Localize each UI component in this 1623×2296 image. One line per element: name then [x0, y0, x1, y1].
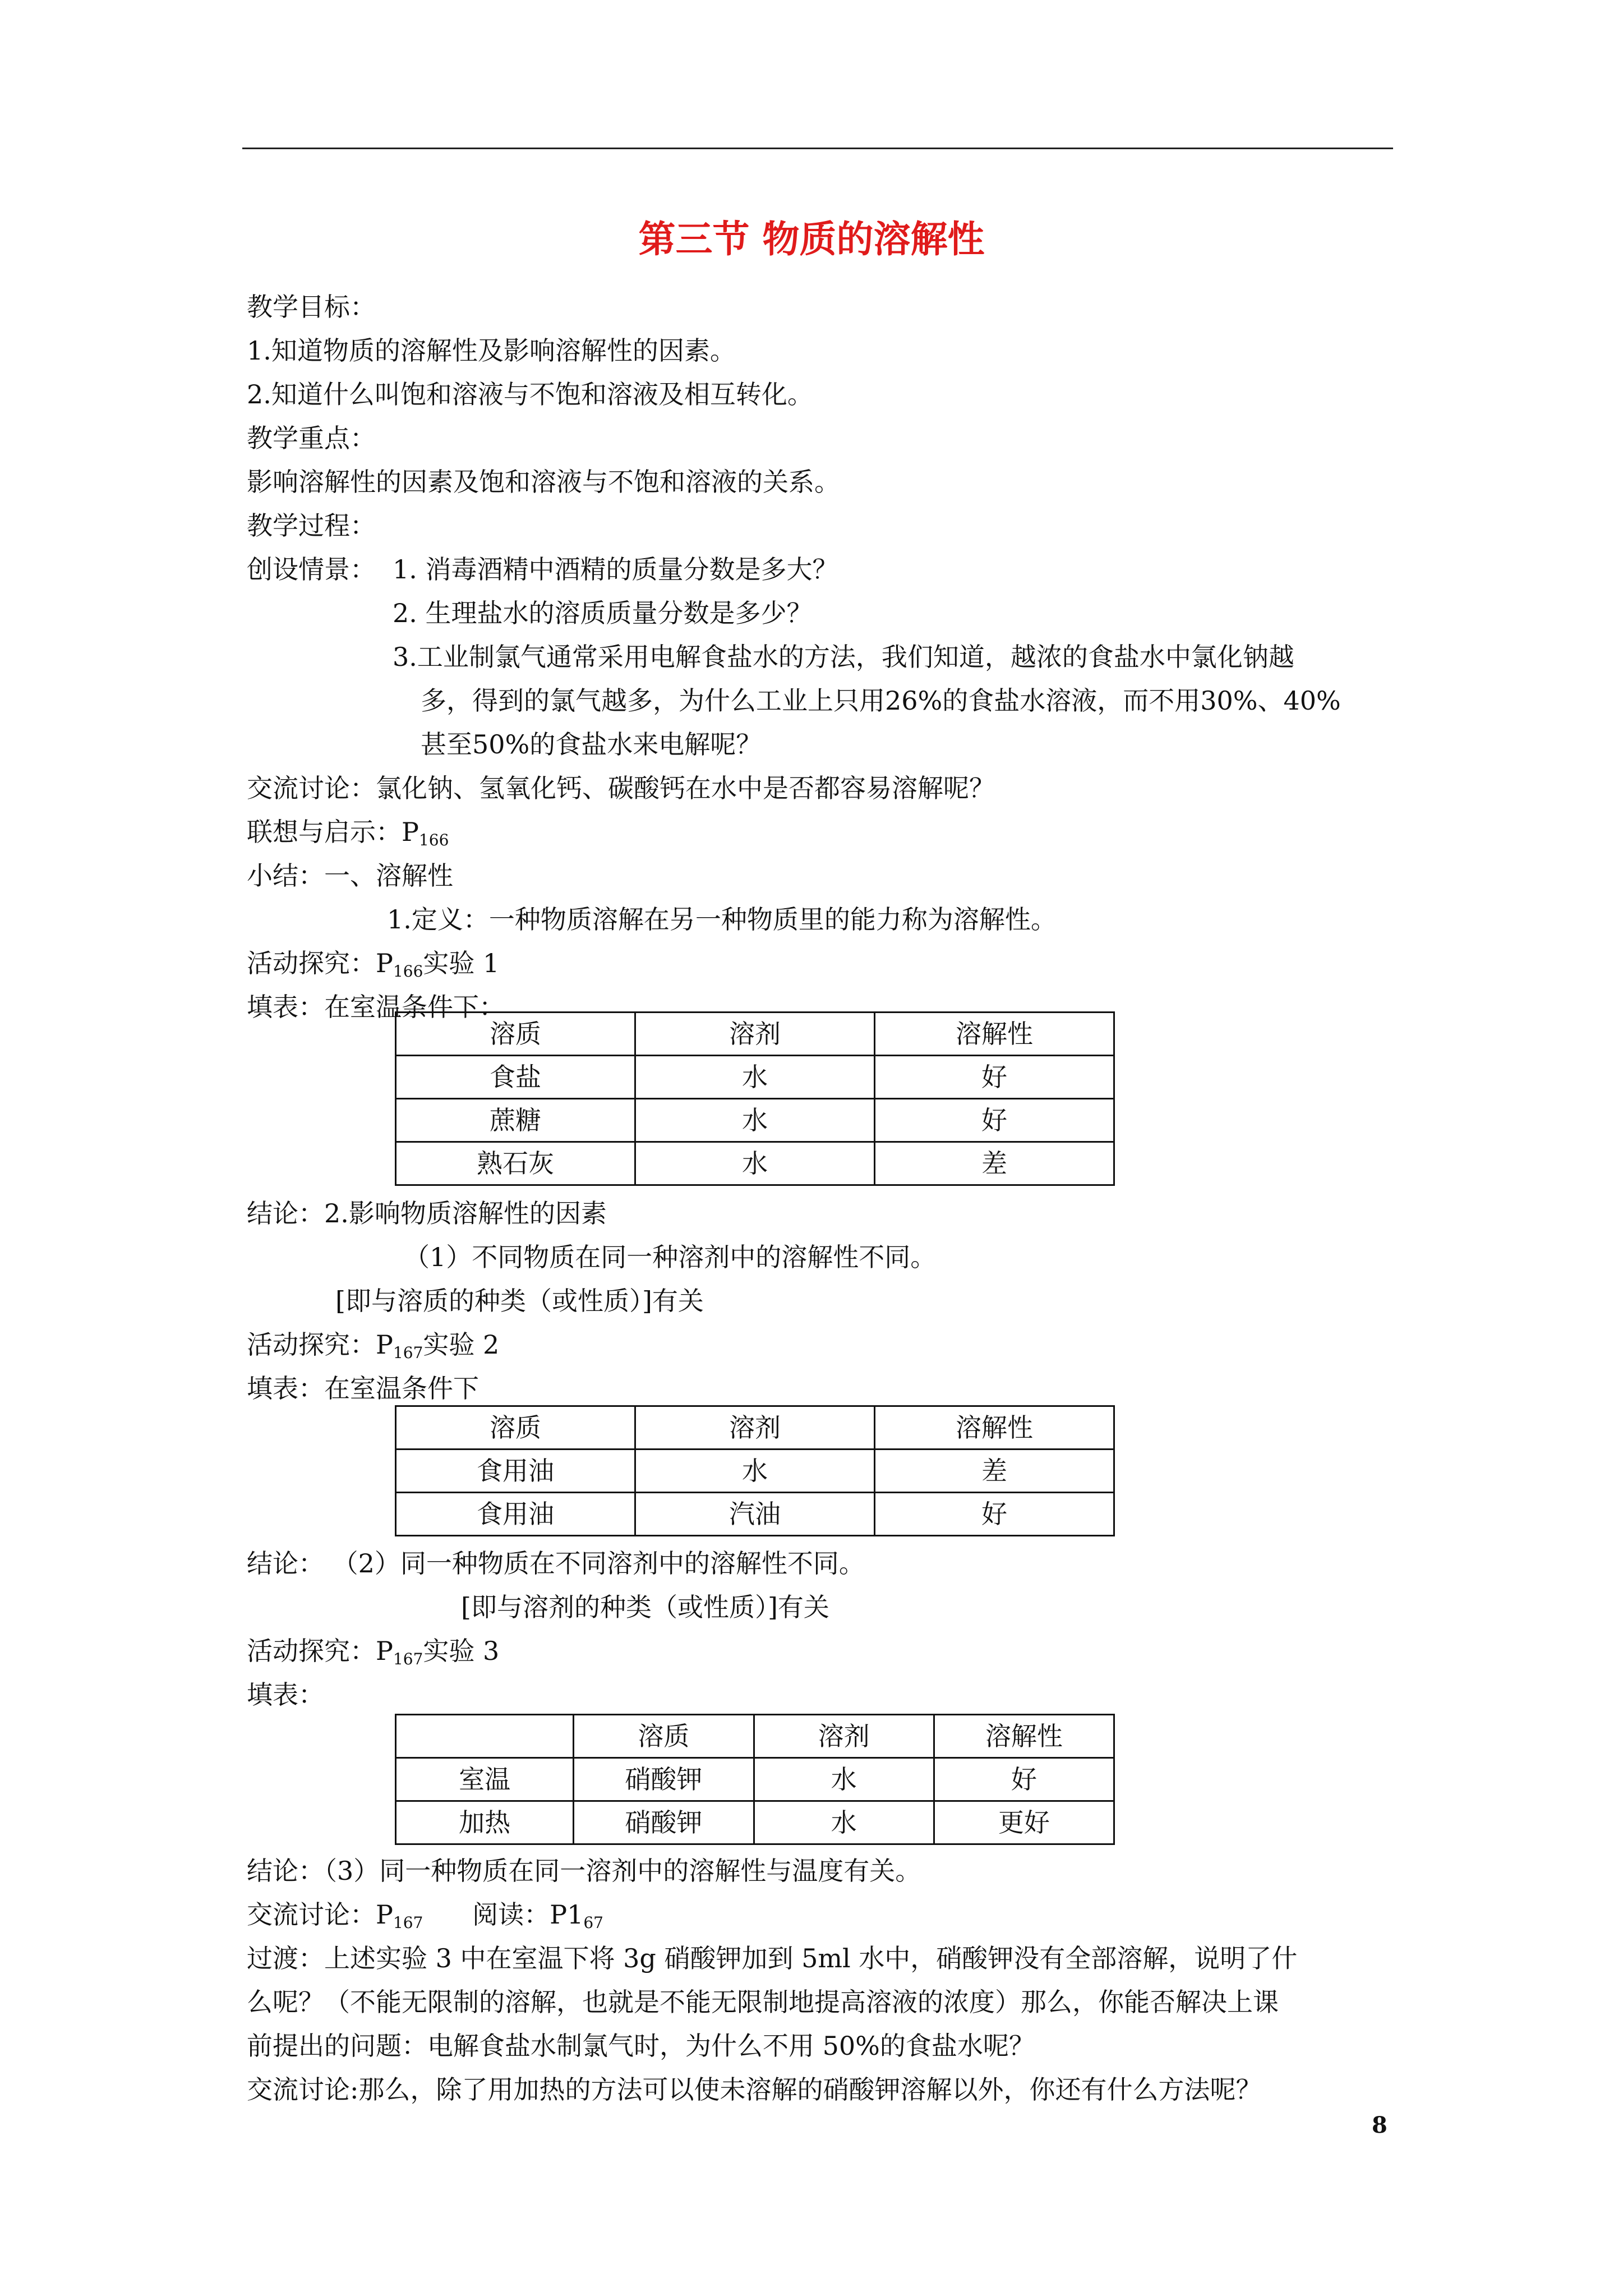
page-title: 第三节 物质的溶解性: [638, 218, 985, 261]
activity-line: 活动探究：$P_{167}$实验 2: [247, 1329, 500, 1362]
table-row: [396, 1142, 1114, 1185]
conclusion-note: [即与溶剂的种类（或性质）]有关: [461, 1592, 829, 1622]
scenario-question: 2. 生理盐水的溶质质量分数是多少？: [393, 598, 813, 628]
table-header: 溶剂: [635, 1013, 875, 1056]
definition-line: 1.定义：一种物质溶解在另一种物质里的能力称为溶解性。: [387, 904, 1057, 935]
table-cell: 水: [635, 1099, 875, 1142]
table-header: 溶剂: [635, 1406, 875, 1450]
discussion-line: 交流讨论：$P_{167}$ 阅读：$P1_{67}$: [247, 1899, 603, 1932]
scenario-question-cont: 甚至50%的食盐水来电解呢？: [421, 729, 762, 760]
table-cell: 食用油: [396, 1450, 635, 1493]
scenario-question: 1. 消毒酒精中酒精的质量分数是多大？: [393, 554, 838, 585]
table-cell: 水: [754, 1758, 934, 1801]
activity-line: 活动探究：$P_{166}$实验 1: [247, 948, 500, 981]
table-cell: 汽油: [635, 1493, 875, 1536]
table-cell: 食盐: [396, 1056, 635, 1099]
scenario-question: 3.工业制氯气通常采用电解食盐水的方法，我们知道，越浓的食盐水中氯化钠越: [393, 642, 1294, 672]
summary-line: 小结：一、溶解性: [247, 861, 453, 891]
table-header: 溶质: [574, 1715, 754, 1758]
conclusion-note: [即与溶质的种类（或性质）]有关: [335, 1286, 704, 1316]
table-row: [396, 1099, 1114, 1142]
table-row: [396, 1056, 1114, 1099]
table-cell: 差: [875, 1142, 1114, 1185]
activity-line: 活动探究：$P_{167}$实验 3: [247, 1636, 500, 1668]
table-cell: 硝酸钾: [574, 1801, 754, 1844]
table-cell: 好: [875, 1099, 1114, 1142]
table-header: 溶解性: [934, 1715, 1114, 1758]
table-cell: 更好: [934, 1801, 1114, 1844]
process-heading: 教学过程：: [247, 510, 376, 541]
key-heading: 教学重点：: [247, 423, 376, 453]
fill-table-label: 填表：: [247, 1680, 324, 1710]
transition-line: 么呢？（不能无限制的溶解，也就是不能无限制地提高溶液的浓度）那么，你能否解决上课: [247, 1987, 1279, 2017]
table-cell: 水: [635, 1142, 875, 1185]
conclusion-line: 结论：（3）同一种物质在同一溶剂中的溶解性与温度有关。: [247, 1856, 921, 1886]
transition-line: 前提出的问题：电解食盐水制氯气时，为什么不用 50%的食盐水呢？: [247, 2031, 1035, 2061]
table-cell: 硝酸钾: [574, 1758, 754, 1801]
conclusion-point: （1）不同物质在同一种溶剂中的溶解性不同。: [404, 1242, 937, 1272]
scenario-prefix: 创设情景：: [247, 554, 376, 585]
table-cell: 好: [875, 1056, 1114, 1099]
table-cell: 水: [754, 1801, 934, 1844]
table-header: 溶质: [396, 1406, 635, 1450]
table-cell: 好: [875, 1493, 1114, 1536]
table-cell: 水: [635, 1056, 875, 1099]
table-row: [396, 1493, 1114, 1536]
table-header: 溶剂: [754, 1715, 934, 1758]
table-header: [396, 1715, 574, 1758]
goal-item: 2.知道什么叫饱和溶液与不饱和溶液及相互转化。: [247, 379, 813, 409]
fill-table-label: 填表：在室温条件下：: [247, 992, 505, 1022]
table-cell: 差: [875, 1450, 1114, 1493]
discussion-line: 交流讨论：氯化钠、氢氧化钙、碳酸钙在水中是否都容易溶解呢？: [247, 773, 995, 803]
page-number: 8: [1372, 2112, 1387, 2138]
table-cell: 熟石灰: [396, 1142, 635, 1185]
table-cell: 好: [934, 1758, 1114, 1801]
table-header: 溶解性: [875, 1013, 1114, 1056]
table-cell: 水: [635, 1450, 875, 1493]
discussion-line: 交流讨论:那么，除了用加热的方法可以使未溶解的硝酸钾溶解以外，你还有什么方法呢？: [247, 2074, 1262, 2105]
goals-heading: 教学目标：: [247, 292, 376, 322]
table-row: [396, 1758, 1114, 1801]
table-row: [396, 1801, 1114, 1844]
table-cell: 蔗糖: [396, 1099, 635, 1142]
table-header: 溶质: [396, 1013, 635, 1056]
scenario-question-cont: 多，得到的氯气越多，为什么工业上只用26%的食盐水溶液，而不用30%、40%: [421, 685, 1341, 716]
conclusion-line: 结论：2.影响物质溶解性的因素: [247, 1198, 607, 1228]
table-cell: 室温: [396, 1758, 574, 1801]
goal-item: 1.知道物质的溶解性及影响溶解性的因素。: [247, 335, 736, 366]
table-experiment-3: [395, 1714, 1115, 1845]
table-header: 溶解性: [875, 1406, 1114, 1450]
table-experiment-2: [395, 1405, 1115, 1536]
header-rule: [242, 148, 1393, 149]
fill-table-label: 填表：在室温条件下: [247, 1373, 479, 1404]
table-cell: 加热: [396, 1801, 574, 1844]
table-experiment-1: [395, 1011, 1115, 1186]
association-line: 联想与启示：$P_{166}$: [247, 817, 449, 849]
table-row: [396, 1450, 1114, 1493]
transition-line: 过渡：上述实验 3 中在室温下将 3g 硝酸钾加到 5ml 水中，硝酸钾没有全部溶解，说明了什: [247, 1943, 1298, 1973]
key-text: 影响溶解性的因素及饱和溶液与不饱和溶液的关系。: [247, 467, 840, 497]
conclusion-line: 结论： （2）同一种物质在不同溶剂中的溶解性不同。: [247, 1548, 865, 1579]
table-cell: 食用油: [396, 1493, 635, 1536]
